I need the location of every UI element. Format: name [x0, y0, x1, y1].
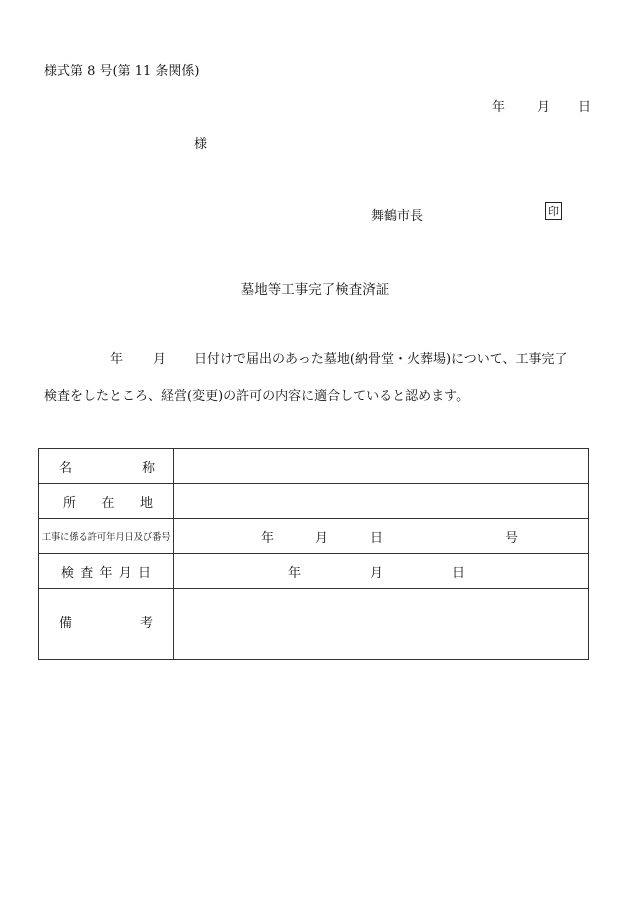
location-value — [174, 484, 589, 519]
table-row — [39, 519, 589, 554]
table-row — [39, 449, 589, 484]
label-char: 称 — [141, 460, 155, 476]
label-char: 考 — [139, 615, 153, 631]
date-year: 年 — [492, 100, 506, 115]
permit-label: 工事に係る許可年月日及び番号 — [39, 519, 174, 554]
body-text-1: 日付けで届出のあった墓地(納骨堂・火葬場)について、工事完了 — [194, 352, 568, 367]
date-month: 月 — [537, 100, 551, 115]
addressee: 様 — [194, 137, 208, 152]
remarks-value — [174, 589, 589, 660]
label-char: 査 — [80, 565, 94, 581]
label-char: 日 — [137, 565, 151, 581]
name-value — [174, 449, 589, 484]
inspection-date-label — [39, 554, 174, 589]
permit-month: 月 — [315, 530, 329, 546]
label-char: 地 — [139, 495, 153, 511]
label-char: 名 — [59, 460, 73, 476]
permit-value — [174, 519, 589, 554]
label-char: 検 — [61, 565, 75, 581]
issue-date — [492, 96, 591, 115]
permit-number: 号 — [505, 530, 519, 546]
label-char: 備 — [59, 615, 73, 631]
form-number: 様式第 8 号(第 11 条関係) — [44, 64, 200, 79]
permit-day: 日 — [370, 530, 384, 546]
table-row — [39, 589, 589, 660]
label-char: 月 — [118, 565, 132, 581]
inspection-day: 日 — [452, 565, 466, 581]
permit-year: 年 — [261, 530, 275, 546]
seal-mark: 印 — [545, 202, 562, 220]
location-label — [39, 484, 174, 519]
date-day: 日 — [578, 100, 592, 115]
inspection-year: 年 — [288, 565, 302, 581]
label-char: 年 — [99, 565, 113, 581]
label-char: 在 — [101, 495, 115, 511]
issuer-name: 舞鶴市長 — [371, 209, 424, 224]
info-table — [38, 448, 589, 660]
remarks-label — [39, 589, 174, 660]
table-row — [39, 554, 589, 589]
table-row — [39, 484, 589, 519]
body-line-1 — [44, 348, 568, 367]
name-label — [39, 449, 174, 484]
document-title: 墓地等工事完了検査済証 — [240, 282, 390, 298]
body-line-2: 検査をしたところ、経営(変更)の許可の内容に適合していると認めます。 — [44, 389, 470, 404]
body-month: 月 — [153, 352, 167, 367]
label-char: 所 — [63, 495, 77, 511]
inspection-month: 月 — [370, 565, 384, 581]
body-year: 年 — [110, 352, 124, 367]
inspection-date-value — [174, 554, 589, 589]
